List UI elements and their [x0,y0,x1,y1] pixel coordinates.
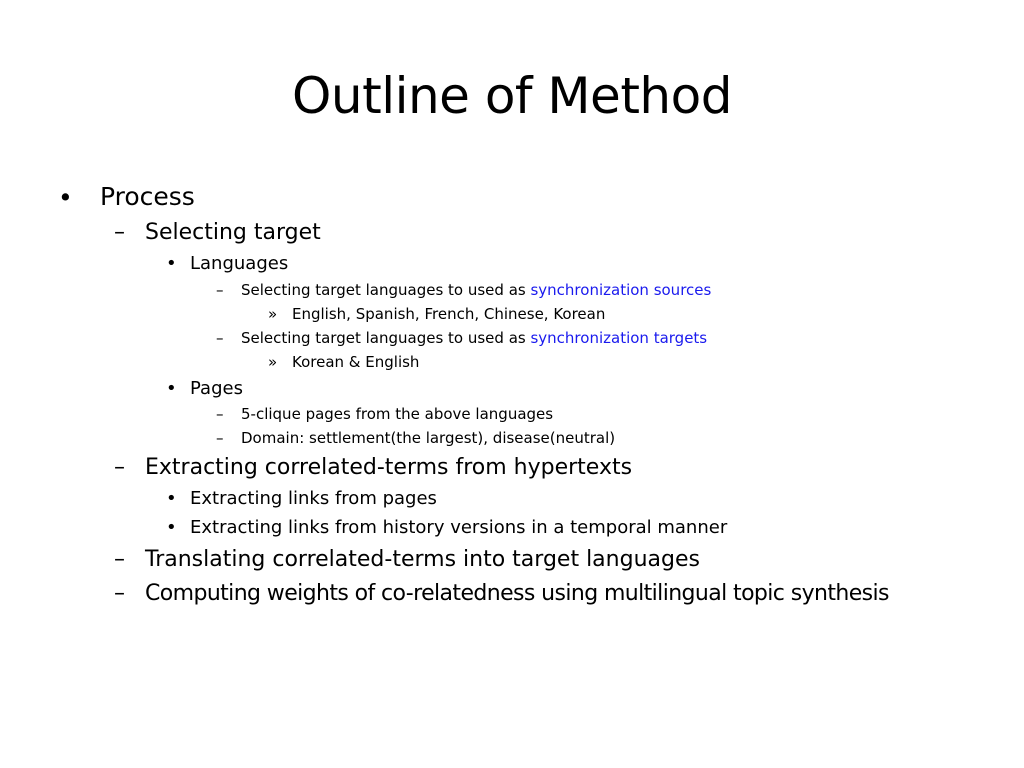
item-text: 5-clique pages from the above languages [241,405,554,423]
bullet-marker: • [58,183,73,212]
item-text: Pages [190,378,243,399]
bullet-marker: • [166,517,177,538]
item-text: Korean & English [292,353,420,371]
dash-marker: – [114,455,125,480]
dash-marker: – [216,405,224,423]
dash-marker: – [114,220,125,245]
highlight-text: synchronization sources [530,281,712,299]
dash-marker: – [114,581,125,606]
bullet-marker: • [166,378,177,399]
item-text: Domain: settlement(the largest), disease(neutral) [241,429,616,447]
item-text [241,328,707,348]
item-text: Translating correlated-terms into target languages [145,547,700,572]
dash-marker: – [216,281,224,299]
item-text: Extracting correlated-terms from hypertexts [145,455,633,480]
bullet-marker: • [166,488,177,509]
bullet-marker: • [166,253,177,274]
item-text: English, Spanish, French, Chinese, Korean [292,305,606,323]
item-text: Selecting target [145,220,321,245]
item-text-plain: Selecting target languages to used as [241,329,531,347]
item-text [241,280,711,300]
item-text-plain: Selecting target languages to used as [241,281,531,299]
guillemet-marker: » [268,305,278,323]
slide-title: Outline of Method [292,67,732,125]
item-text: Extracting links from pages [190,488,437,509]
highlight-text: synchronization targets [530,329,708,347]
guillemet-marker: » [268,353,278,371]
dash-marker: – [216,429,224,447]
item-text: Extracting links from history versions in a temporal manner [190,517,728,538]
item-text: Languages [190,253,289,274]
dash-marker: – [216,329,224,347]
item-text: Computing weights of co-relatedness using multilingual topic synthesis [145,581,889,606]
dash-marker: – [114,547,125,572]
item-text: Process [100,182,195,211]
